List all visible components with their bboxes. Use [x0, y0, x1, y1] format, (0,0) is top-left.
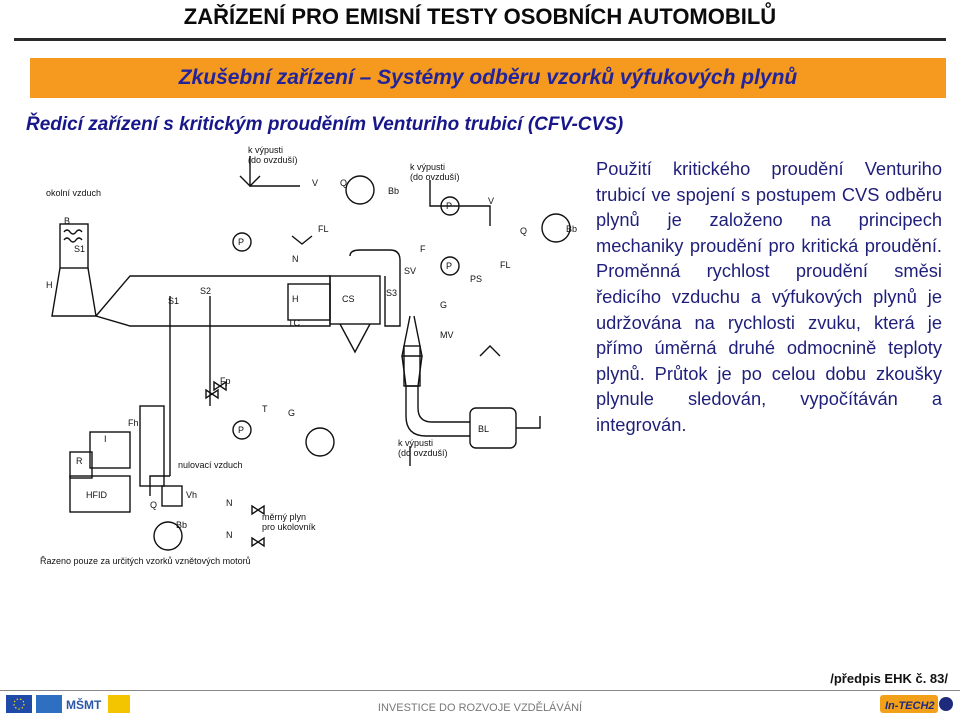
label-vypust1: k výpusti — [248, 146, 284, 155]
cfv-cvs-schematic — [30, 146, 590, 586]
label-b: B — [64, 216, 71, 226]
label-vypust1b: (do ovzduší) — [248, 155, 298, 165]
label-fl1: FL — [318, 224, 329, 234]
label-i: I — [104, 434, 107, 444]
label-vypust3: k výpusti — [398, 438, 434, 448]
label-v2: V — [488, 196, 495, 206]
description-text: Použití kritického proudění Venturiho trubicí ve spojení s postupem CVS odběru plynů je založeno na principech mechaniky proudění pro kritická proudění. Proměnná rychlost proudění směsi ředicího vzduchu a výfukových plynů je udržována na rychlosti zvuku, která je přímo úměrná druhé odmocnině teploty plynů. Průtok je po celou dobu zkoušky plynule sledován, vypočítáván a integrován. — [596, 158, 942, 435]
label-q3: Q — [150, 500, 158, 510]
section-banner: Zkušební zařízení – Systémy odběru vzorků výfukových plynů — [30, 58, 946, 98]
label-vypust2b: (do ovzduší) — [410, 172, 460, 182]
label-mv: MV — [440, 330, 454, 340]
cyclone-cs — [330, 276, 380, 324]
label-fp: Fp — [220, 376, 231, 386]
label-nulovaci: nulovací vzduch — [178, 460, 243, 470]
source-reference: /předpis EHK č. 83/ — [830, 671, 948, 686]
heat-exchanger-h-inlet — [52, 268, 96, 316]
label-bb2: Bb — [566, 224, 578, 234]
label-p4: P — [446, 201, 453, 211]
label-vypust3b: (do ovzduší) — [398, 448, 448, 458]
label-poradi: Řazeno pouze za určitých vzorků vznětových motorů — [40, 556, 251, 566]
label-hb: H — [292, 294, 299, 304]
footer-slogan: INVESTICE DO ROZVOJE VZDĚLÁVÁNÍ — [377, 702, 583, 714]
intech2-logo — [880, 693, 954, 715]
section-heading: Ředicí zařízení s kritickým prouděním Venturiho trubicí (CFV-CVS) — [26, 114, 624, 135]
label-okolni: okolní vzduch — [46, 188, 102, 198]
label-t: T — [262, 404, 268, 414]
label-merny2: pro ukolovník — [262, 522, 316, 532]
label-hfid: HFID — [86, 490, 107, 500]
label-n1: N — [292, 254, 299, 264]
valve-vh — [162, 486, 182, 506]
label-v1: V — [312, 178, 319, 188]
label-h: H — [46, 280, 53, 290]
label-n3: N — [226, 530, 233, 540]
label-tc: TC — [288, 318, 300, 328]
label-p2: P — [238, 425, 245, 435]
label-vh: Vh — [186, 490, 198, 500]
venturi-sv — [402, 316, 422, 356]
heated-filter-fh — [140, 406, 164, 486]
svg-text:MŠMT: MŠMT — [66, 698, 102, 712]
label-s3: S3 — [386, 288, 398, 298]
svg-text:In-TECH2: In-TECH2 — [885, 700, 935, 712]
label-p1: P — [238, 237, 245, 247]
label-g1: G — [440, 300, 448, 310]
bag-bb1 — [346, 176, 374, 204]
label-s2: S2 — [200, 286, 212, 296]
label-s1: S1 — [74, 244, 86, 254]
page-title: ZAŘÍZENÍ PRO EMISNÍ TESTY OSOBNÍCH AUTOMOBILŮ — [183, 4, 777, 29]
label-bb1: Bb — [388, 186, 400, 196]
label-vypust2: k výpusti — [410, 162, 446, 172]
label-g2: G — [288, 408, 296, 418]
title-divider — [14, 38, 946, 41]
label-bl: BL — [478, 424, 490, 434]
label-p3: P — [446, 261, 453, 271]
label-cs: CS — [342, 294, 355, 304]
label-bb3: Bb — [176, 520, 188, 530]
footer-divider — [0, 690, 960, 691]
label-sv: SV — [404, 266, 417, 276]
blower-bl — [470, 408, 516, 448]
label-s1b: S1 — [168, 296, 180, 306]
label-ps: PS — [470, 274, 483, 284]
label-fh: Fh — [128, 418, 139, 428]
label-n2: N — [226, 498, 233, 508]
label-f: F — [420, 244, 426, 254]
label-q1: Q — [340, 178, 348, 188]
label-r: R — [76, 456, 83, 466]
bag-bb3 — [306, 428, 334, 456]
label-fl2: FL — [500, 260, 511, 270]
integrator-i — [90, 432, 130, 468]
label-q2: Q — [520, 226, 528, 236]
label-merny: měrný plyn — [262, 512, 307, 522]
